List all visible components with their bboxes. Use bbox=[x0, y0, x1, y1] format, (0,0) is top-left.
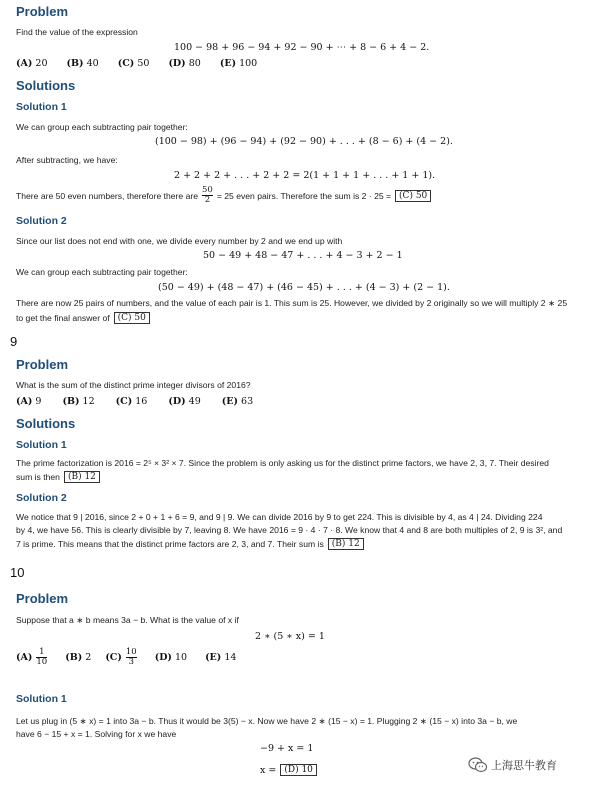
p8-problem-text: Find the value of the expression bbox=[16, 27, 138, 37]
choice-d: (D) 49 bbox=[168, 396, 201, 407]
choice-c: (C) 50 bbox=[117, 58, 150, 69]
p8-s2-text3: There are now 25 pairs of numbers, and the value of each pair is 1. This sum is 25. However, we divided by 2 originally so we will multiply 2 ∗ 25 bbox=[16, 298, 568, 308]
p8-solutions-heading: Solutions bbox=[16, 78, 76, 93]
p8-s2-math2: (50 − 49) + (48 − 47) + (46 − 45) + . . . + (4 − 3) + (2 − 1). bbox=[158, 282, 450, 293]
p9-s1-conclusion: sum is then (B) 12 bbox=[16, 471, 100, 483]
p10-s1-text1: Let us plug in (5 ∗ x) = 1 into 3a − b. Thus it would be 3(5) − x. Now we have 2 ∗ (15 − x) = 1. Plugging 2 ∗ (15 − x) into 3a − b, we bbox=[16, 716, 518, 726]
p9-s2-text1: We notice that 9 | 2016, since 2 + 0 + 1 + 6 = 9, and 9 | 9. We can divide 2016 by 9 to get 224. This is divisible by 4, as 4 | 24. Dividing 224 bbox=[16, 512, 543, 522]
choice-d: (D) 10 bbox=[154, 652, 188, 663]
p9-number: 9 bbox=[10, 334, 18, 349]
p10-choices bbox=[16, 648, 236, 667]
choice-e: (E) 63 bbox=[221, 396, 254, 407]
p10-solution1-heading: Solution 1 bbox=[16, 693, 67, 705]
answer-box: (C) 50 bbox=[114, 312, 150, 324]
p10-problem-text: Suppose that a ∗ b means 3a − b. What is the value of x if bbox=[16, 615, 239, 625]
choice-c: (C) 16 bbox=[115, 396, 148, 407]
choice-d: (D) 80 bbox=[168, 58, 201, 69]
p9-solution1-heading: Solution 1 bbox=[16, 439, 67, 451]
p8-s1-math1: (100 − 98) + (96 − 94) + (92 − 90) + . . . + (8 − 6) + (4 − 2). bbox=[155, 136, 453, 147]
p8-solution2-heading: Solution 2 bbox=[16, 215, 67, 227]
watermark-text: 上海思牛教育 bbox=[491, 759, 557, 772]
p10-problem-heading: Problem bbox=[16, 591, 69, 606]
p8-problem-heading: Problem bbox=[16, 4, 69, 19]
choice-e: (E) 14 bbox=[205, 652, 237, 663]
choice-c: (C) $\frac{10}{3}$ bbox=[105, 647, 137, 667]
choice-b: (B) 2 bbox=[65, 652, 92, 663]
p9-s2-conclusion: 7 is prime. This means that the distinct prime factors are 2, 3, and 7. Their sum is (B) 12 bbox=[16, 538, 364, 550]
p8-s1-conclusion: There are 50 even numbers, therefore there are $\frac{50}{2}$ = 25 even pairs. Therefore the sum is 2 · 25 = (C) 50 bbox=[16, 186, 431, 205]
wechat-icon bbox=[468, 757, 488, 773]
p9-solutions-heading: Solutions bbox=[16, 416, 76, 431]
p9-choices bbox=[16, 396, 253, 407]
p8-expression: 100 − 98 + 96 − 94 + 92 − 90 + ⋯ + 8 − 6 + 4 − 2. bbox=[174, 42, 430, 53]
p8-choices bbox=[16, 58, 257, 69]
p9-s2-text2: by 4, we have 56. This is clearly divisible by 7, leaving 8. We have 2016 = 9 · 4 · 7 · 8. We know that 4 and 8 are both multiples of 2, 9 is 3², and bbox=[16, 525, 563, 535]
watermark bbox=[468, 757, 557, 773]
p8-s2-conclusion: to get the final answer of (C) 50 bbox=[16, 312, 150, 324]
choice-b: (B) 12 bbox=[62, 396, 95, 407]
p8-s2-math1: 50 − 49 + 48 − 47 + . . . + 4 − 3 + 2 − 1 bbox=[203, 250, 403, 261]
answer-box: (B) 12 bbox=[64, 471, 100, 483]
p10-s1-math2-line: x = (D) 10 bbox=[260, 764, 317, 776]
p8-solution1-heading: Solution 1 bbox=[16, 101, 67, 113]
answer-box: (C) 50 bbox=[395, 190, 431, 202]
p8-s1-text2: After subtracting, we have: bbox=[16, 155, 118, 165]
p10-s1-math1: −9 + x = 1 bbox=[260, 743, 314, 754]
answer-box: (B) 12 bbox=[328, 538, 364, 550]
p8-s2-text1: Since our list does not end with one, we divide every number by 2 and we end up with bbox=[16, 236, 343, 246]
p9-problem-heading: Problem bbox=[16, 357, 69, 372]
p10-number: 10 bbox=[10, 565, 25, 580]
p8-s1-text1: We can group each subtracting pair together: bbox=[16, 122, 188, 132]
p9-problem-text: What is the sum of the distinct prime integer divisors of 2016? bbox=[16, 380, 251, 390]
p9-s1-text1: The prime factorization is 2016 = 2⁵ × 3² × 7. Since the problem is only asking us for the distinct prime factors, we have 2, 3, 7. Their desired bbox=[16, 458, 549, 468]
choice-a: (A) 20 bbox=[16, 58, 48, 69]
answer-box: (D) 10 bbox=[280, 764, 317, 776]
p10-s1-text2: have 6 − 15 + x = 1. Solving for x we have bbox=[16, 729, 177, 739]
p9-solution2-heading: Solution 2 bbox=[16, 492, 67, 504]
choice-b: (B) 40 bbox=[66, 58, 99, 69]
p8-s1-math2: 2 + 2 + 2 + . . . + 2 + 2 = 2(1 + 1 + 1 + . . . + 1 + 1). bbox=[174, 170, 436, 181]
choice-a: (A) $\frac{1}{10}$ bbox=[16, 647, 48, 667]
p8-s2-text2: We can group each subtracting pair together: bbox=[16, 267, 188, 277]
choice-a: (A) 9 bbox=[16, 396, 42, 407]
fraction-50-over-2: $\frac{50}{2}$ bbox=[202, 185, 213, 205]
p10-equation: 2 ∗ (5 ∗ x) = 1 bbox=[255, 631, 325, 642]
choice-e: (E) 100 bbox=[219, 58, 258, 69]
